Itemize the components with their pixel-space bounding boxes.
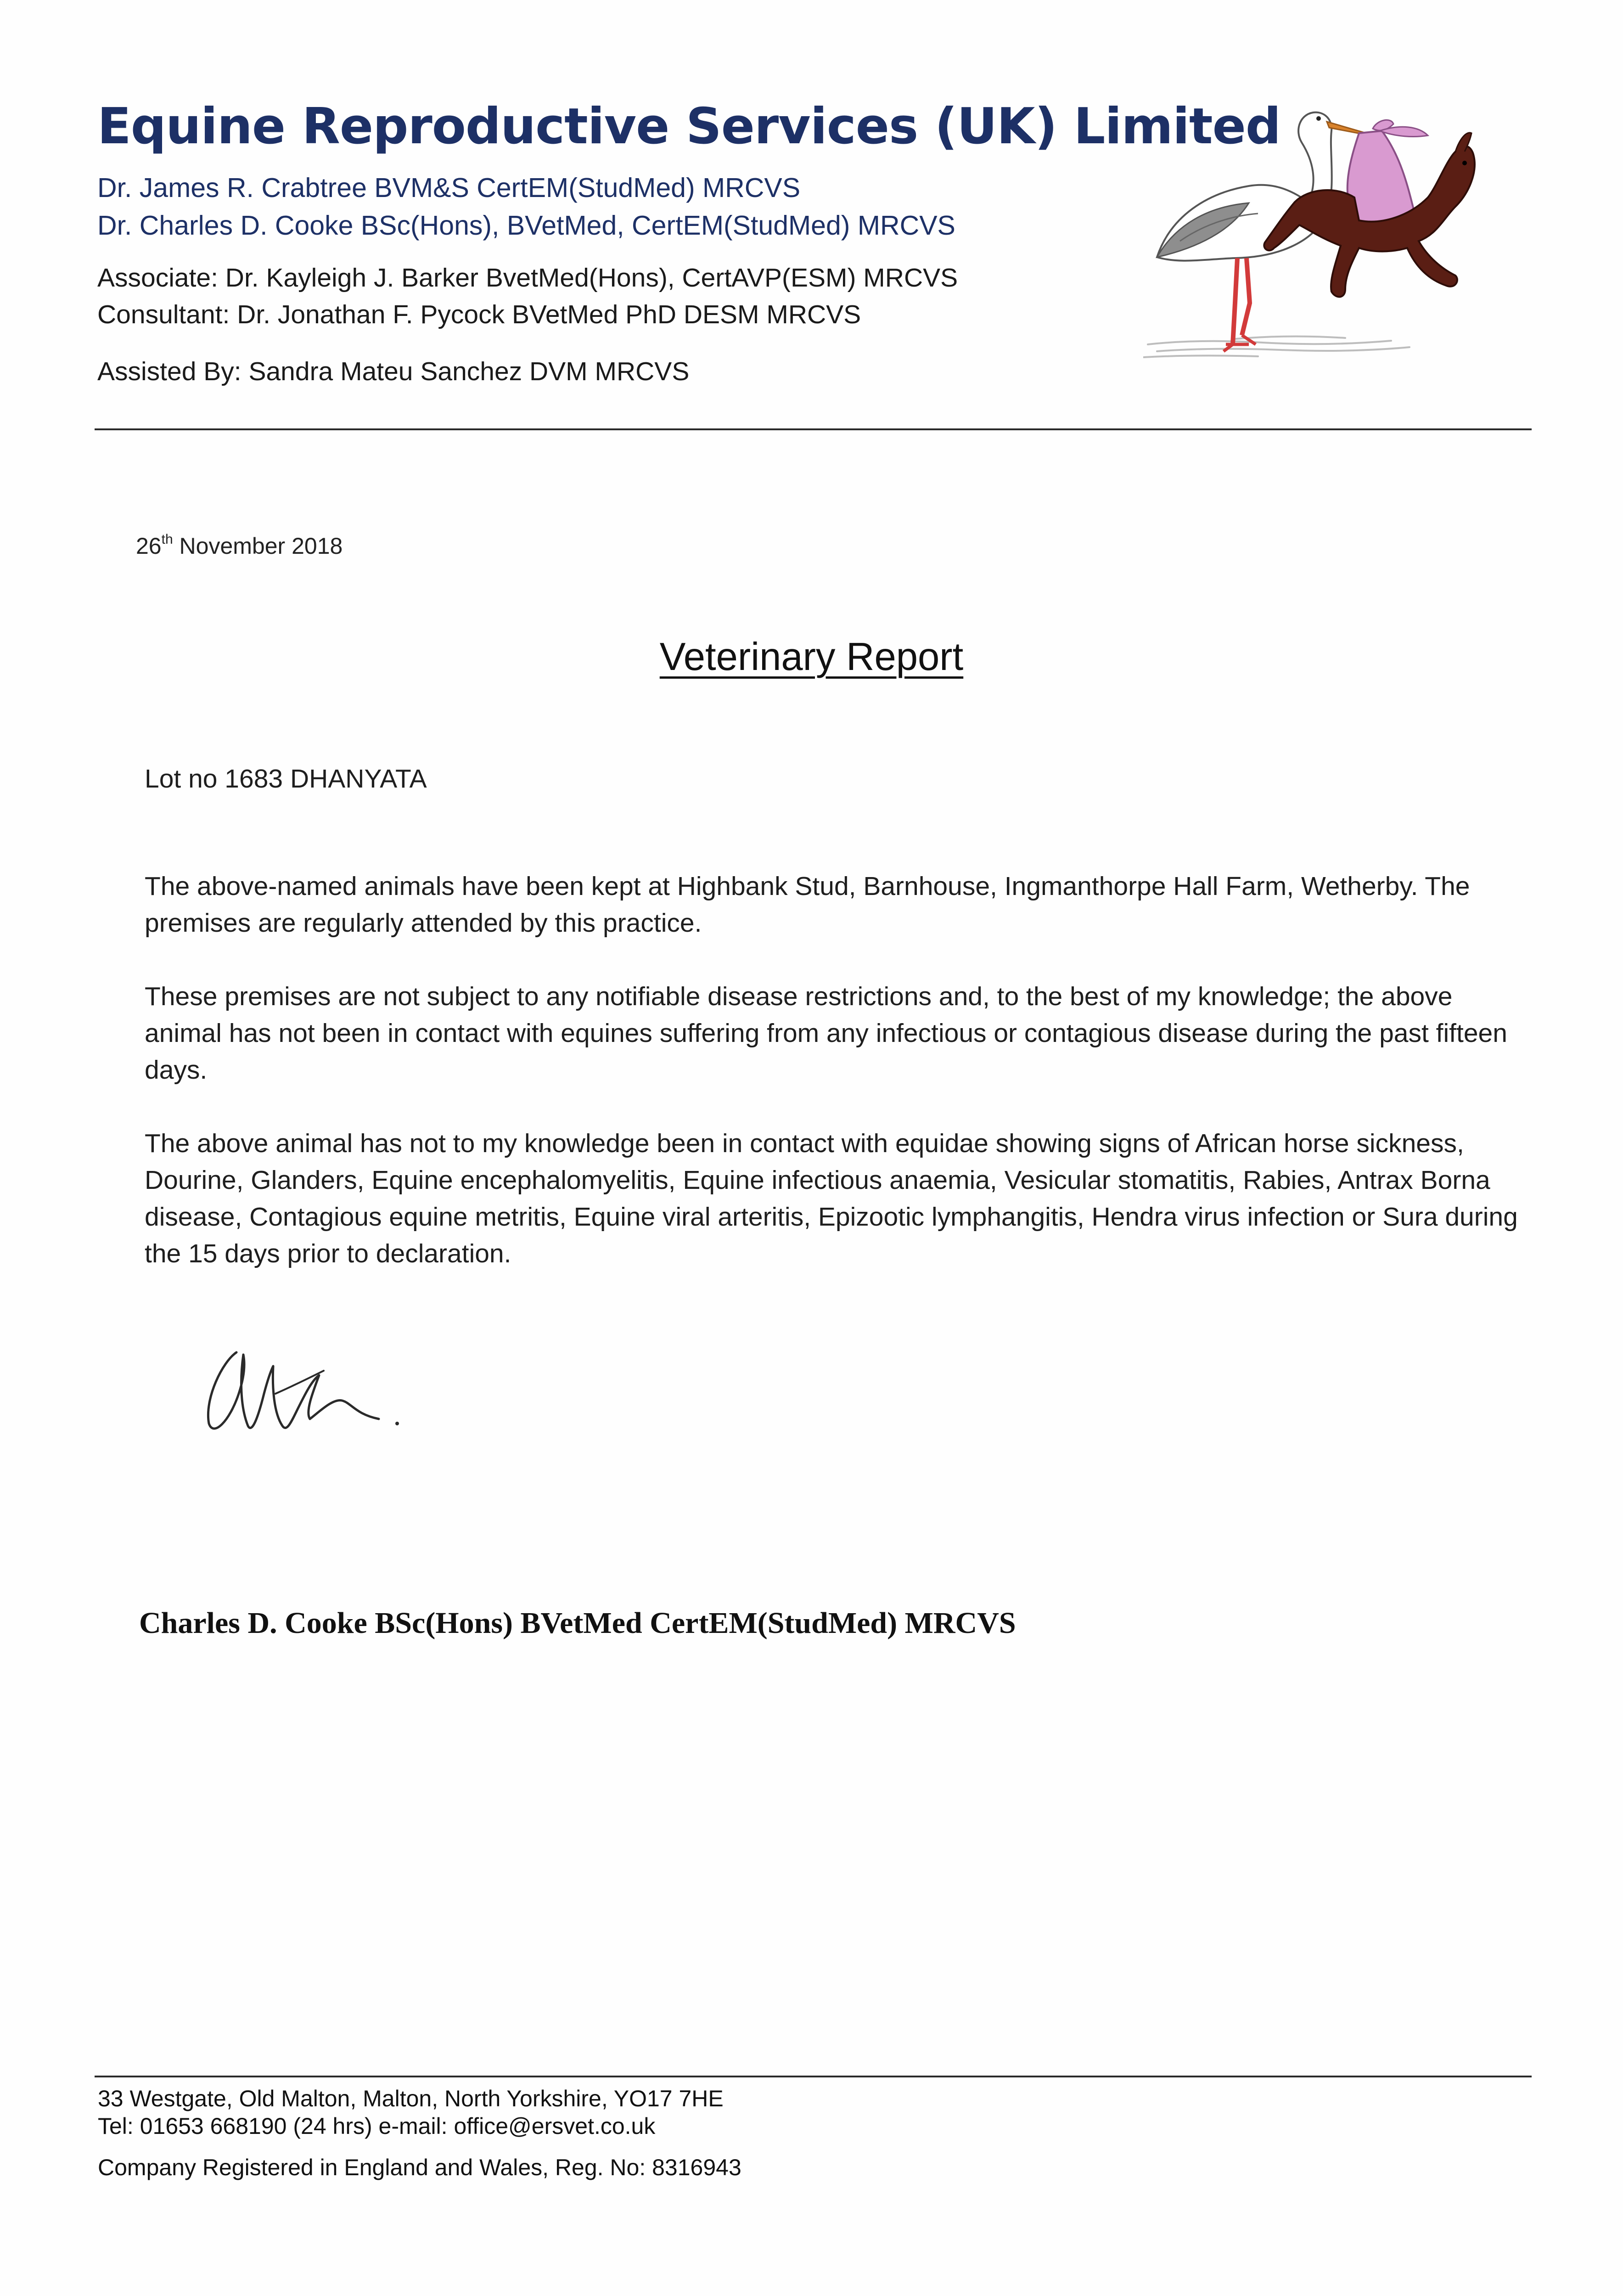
signer-name: Charles D. Cooke BSc(Hons) BVetMed CertEM(StudMed) MRCVS: [139, 1606, 1016, 1640]
associate-line: Associate: Dr. Kayleigh J. Barker BvetMed(Hons), CertAVP(ESM) MRCVS: [97, 263, 958, 293]
footer-divider: [95, 2076, 1532, 2077]
paragraph-premises: The above-named animals have been kept at Highbank Stud, Barnhouse, Ingmanthorpe Hall Farm, Wetherby. The premises are regularly attended by this practice.: [145, 872, 1470, 938]
footer-registration: Company Registered in England and Wales, Reg. No: 8316943: [98, 2155, 741, 2180]
vet-name-cooke: Dr. Charles D. Cooke BSc(Hons), BVetMed, CertEM(StudMed) MRCVS: [97, 210, 955, 241]
company-name: Equine Reproductive Services (UK) Limited: [97, 98, 1281, 155]
header-divider: [95, 428, 1532, 430]
vet-name-crabtree: Dr. James R. Crabtree BVM&S CertEM(StudMed) MRCVS: [97, 173, 801, 203]
handwritten-signature: [195, 1334, 425, 1444]
paragraph-diseases: The above animal has not to my knowledge been in contact with equidae showing signs of African horse sickness, Dourine, Glanders, Equine encephalomyelitis, Equine infectious anaemia, Vesicular stomatitis, Rabies, Antrax Borna disease, Contagious equine metritis, Equine viral arteritis, Epizootic lymphangitis, Hendra virus infection or Sura during the 15 days prior to declaration.: [145, 1129, 1518, 1268]
paragraph-restrictions: These premises are not subject to any notifiable disease restrictions and, to the best of my knowledge; the above animal has not been in contact with equines suffering from any infectious or contagious disease during the past fifteen days.: [145, 982, 1507, 1085]
lot-line: Lot no 1683 DHANYATA: [145, 764, 427, 793]
assisted-by-line: Assisted By: Sandra Mateu Sanchez DVM MRCVS: [97, 357, 690, 386]
stork-carrying-foal-icon: [1143, 87, 1483, 363]
report-title: Veterinary Report: [659, 635, 964, 679]
consultant-line: Consultant: Dr. Jonathan F. Pycock BVetMed PhD DESM MRCVS: [97, 300, 861, 329]
footer-contact: Tel: 01653 668190 (24 hrs) e-mail: office@ersvet.co.uk: [98, 2113, 656, 2139]
report-date: 26th November 2018: [136, 532, 343, 559]
footer-address: 33 Westgate, Old Malton, Malton, North Yorkshire, YO17 7HE: [98, 2086, 724, 2111]
